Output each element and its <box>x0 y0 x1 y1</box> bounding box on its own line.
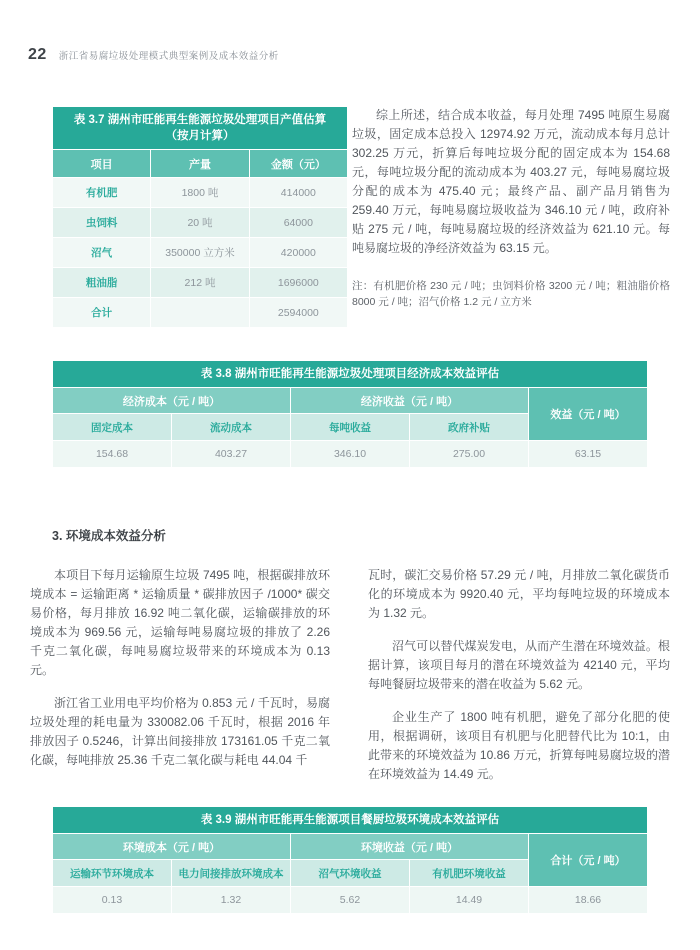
table-cell: 1800 吨 <box>151 178 248 207</box>
table-cell: 64000 <box>250 208 347 237</box>
sub-header: 固定成本 <box>53 414 171 440</box>
row-label: 有机肥 <box>53 178 150 207</box>
sub-header: 运输环节环境成本 <box>53 860 171 886</box>
table-cell: 5.62 <box>291 887 409 913</box>
table-cell: 1.32 <box>172 887 290 913</box>
env-paragraph-2: 浙江省工业用电平均价格为 0.853 元 / 千瓦时，易腐垃圾处理的耗电量为 330082.06 千瓦时，根据 2016 年排放因子 0.5246，计算出间接排放 173161.05 千克二氧化碳，每吨排放 25.36 千克二氧化碳与耗电 44.04 千 <box>30 696 330 767</box>
table-cell: 212 吨 <box>151 268 248 297</box>
table-3-9 <box>52 806 648 914</box>
table-row <box>53 887 647 913</box>
env-paragraph-5: 企业生产了 1800 吨有机肥，避免了部分化肥的使用，根据调研，该项目有机肥与化肥替代比为 10:1，由此带来的环境效益为 10.86 万元，折算每吨易腐垃圾的潜在环境效益为 14.49 元。 <box>368 710 670 781</box>
table-cell: 403.27 <box>172 441 290 467</box>
table-cell <box>151 298 248 327</box>
table-cell: 0.13 <box>53 887 171 913</box>
row-label: 粗油脂 <box>53 268 150 297</box>
row-label: 合计 <box>53 298 150 327</box>
group-header: 环境收益（元 / 吨） <box>291 834 528 859</box>
table-3-7 <box>52 106 348 328</box>
table-cell: 18.66 <box>529 887 647 913</box>
benefit-header: 效益（元 / 吨） <box>529 388 647 440</box>
sub-header: 有机肥环境收益 <box>410 860 528 886</box>
table-cell: 154.68 <box>53 441 171 467</box>
summary-paragraph: 综上所述，结合成本收益，每月处理 7495 吨原生易腐垃圾，固定成本总投入 12974.92 万元，流动成本每月总计 302.25 万元，折算后每吨垃圾分配的固定成本为 154.68 元，每吨垃圾分配的流动成本为 403.27 元，每吨易腐垃圾分配的成本为 475.40 元；最终产品、副产品月销售为 259.40 万元，每吨易腐垃圾收益为 346.10 元 / 吨，政府补贴 275 元 / 吨，每吨易腐垃圾的经济效益为 621.10 元。每吨易腐垃圾的净经济效益为 63.15 元。 <box>352 108 670 255</box>
table-cell: 420000 <box>250 238 347 267</box>
table-3-7-title-line1: 表 3.7 湖州市旺能再生能源垃圾处理项目产值估算 <box>73 114 327 126</box>
table-cell: 346.10 <box>291 441 409 467</box>
sub-header: 流动成本 <box>172 414 290 440</box>
table-3-8 <box>52 360 648 468</box>
column-header: 金额（元） <box>250 150 347 177</box>
column-header: 产量 <box>151 150 248 177</box>
table-3-9-title: 表 3.9 湖州市旺能再生能源项目餐厨垃圾环境成本效益评估 <box>53 807 647 833</box>
sub-header: 沼气环境收益 <box>291 860 409 886</box>
group-header: 环境成本（元 / 吨） <box>53 834 290 859</box>
table-cell: 414000 <box>250 178 347 207</box>
table-row <box>53 178 347 207</box>
page-number: 22 <box>28 46 47 63</box>
section-heading: 3. 环境成本效益分析 <box>52 529 166 543</box>
table-cell: 350000 立方米 <box>151 238 248 267</box>
env-paragraph-1: 本项目下每月运输原生垃圾 7495 吨，根据碳排放环境成本 = 运输距离 * 运输质量 * 碳排放因子 /1000* 碳交易价格，每月排放 16.92 吨二氧化碳，运输碳排放的环境成本为 969.56 元，运输每吨易腐垃圾的排放了 2.26 千克二氧化碳，每吨易腐垃圾带来的环境成本为 0.13 元。 <box>30 568 330 677</box>
column-header: 项目 <box>53 150 150 177</box>
row-label: 沼气 <box>53 238 150 267</box>
table-row <box>53 441 647 467</box>
total-header: 合计（元 / 吨） <box>529 834 647 886</box>
table-3-7-title-line2: （按月计算） <box>165 130 235 142</box>
table-cell: 2594000 <box>250 298 347 327</box>
sub-header: 政府补贴 <box>410 414 528 440</box>
table-row <box>53 268 347 297</box>
page-header <box>0 0 700 64</box>
table-cell: 14.49 <box>410 887 528 913</box>
table-note: 注：有机肥价格 230 元 / 吨；虫饲料价格 3200 元 / 吨；粗油脂价格 8000 元 / 吨；沼气价格 1.2 元 / 立方米 <box>352 280 670 308</box>
table-cell: 63.15 <box>529 441 647 467</box>
sub-header: 每吨收益 <box>291 414 409 440</box>
group-header: 经济收益（元 / 吨） <box>291 388 528 413</box>
table-3-8-title: 表 3.8 湖州市旺能再生能源垃圾处理项目经济成本效益评估 <box>53 361 647 387</box>
table-3-7-title <box>53 107 347 149</box>
running-head: 浙江省易腐垃圾处理模式典型案例及成本效益分析 <box>58 51 279 62</box>
table-row <box>53 298 347 327</box>
table-row <box>53 238 347 267</box>
group-header: 经济成本（元 / 吨） <box>53 388 290 413</box>
table-cell: 275.00 <box>410 441 528 467</box>
table-cell: 20 吨 <box>151 208 248 237</box>
row-label: 虫饲料 <box>53 208 150 237</box>
sub-header: 电力间接排放环境成本 <box>172 860 290 886</box>
env-paragraph-3: 瓦时，碳汇交易价格 57.29 元 / 吨，月排放二氧化碳货币化的环境成本为 9920.40 元，平均每吨垃圾的环境成本为 1.32 元。 <box>368 568 670 620</box>
table-cell: 1696000 <box>250 268 347 297</box>
table-row <box>53 208 347 237</box>
env-paragraph-4: 沼气可以替代煤炭发电，从而产生潜在环境效益。根据计算，该项目每月的潜在环境效益为 42140 元，平均每吨餐厨垃圾带来的潜在收益为 5.62 元。 <box>368 639 670 691</box>
